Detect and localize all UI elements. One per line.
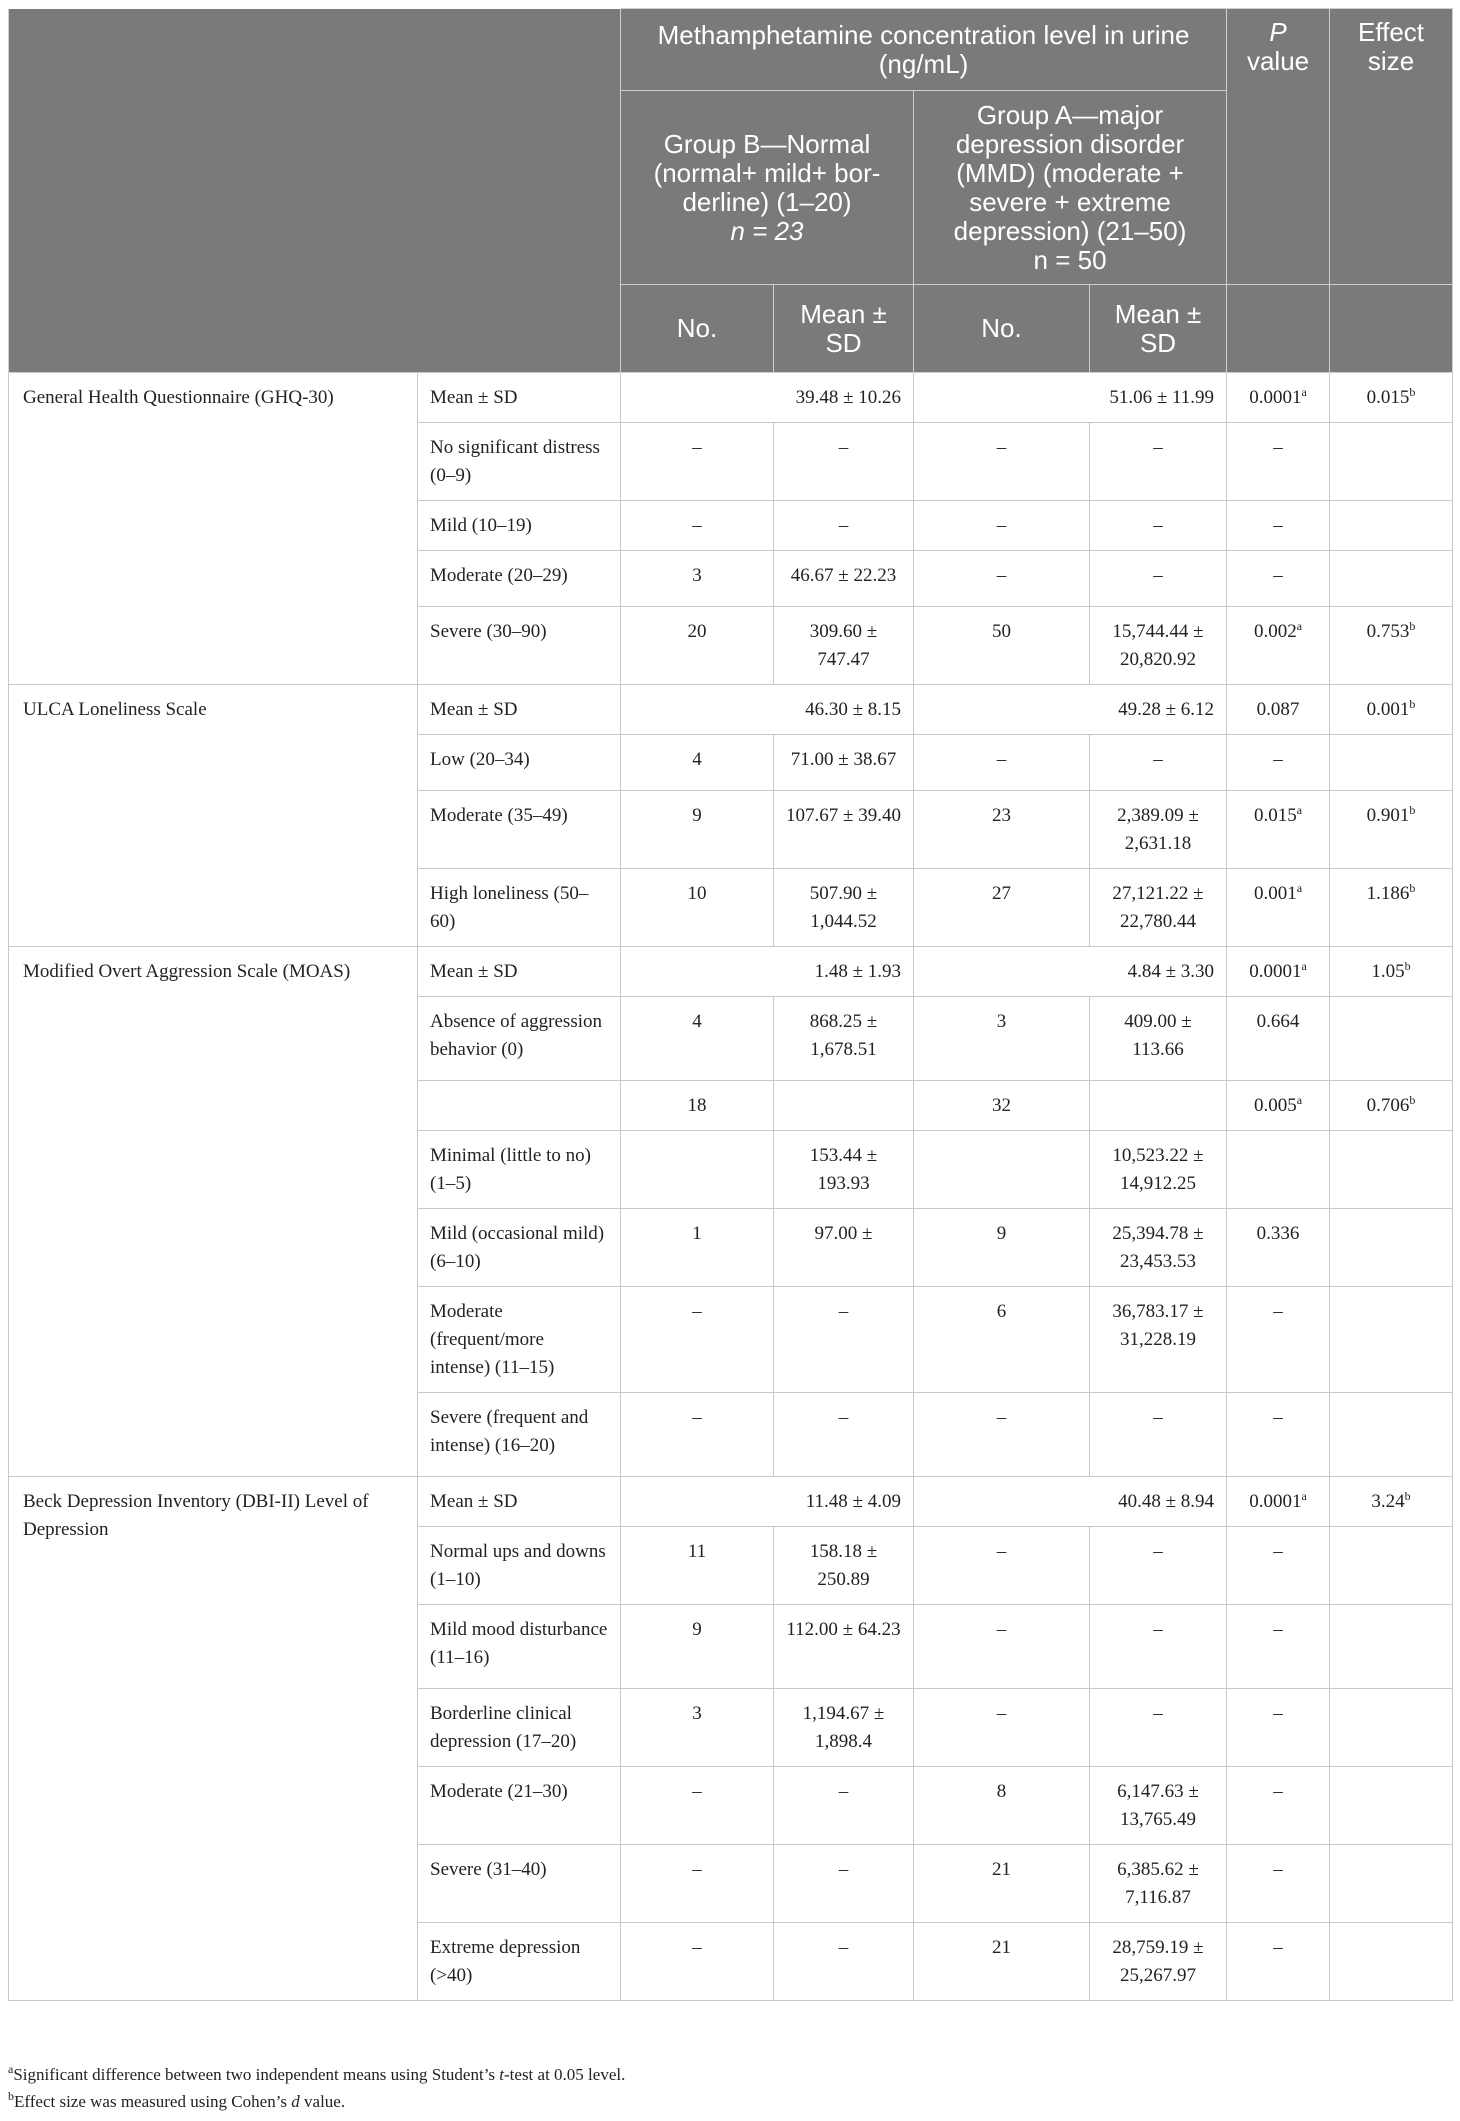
group-a-n: n = 50 xyxy=(1033,244,1107,275)
table-row xyxy=(9,947,1453,997)
row-label: Minimal (little to no) (1–5) xyxy=(418,1131,621,1209)
effect-size xyxy=(1330,423,1453,501)
group-b-count: 10 xyxy=(621,869,774,947)
group-a-value: 6,147.63 ± 13,765.49 xyxy=(1090,1767,1227,1845)
p-superscript: a xyxy=(1301,959,1307,973)
table-row xyxy=(9,1477,1453,1527)
group-b-value: 112.00 ± 64.23 xyxy=(774,1605,914,1689)
effect-superscript: b xyxy=(1409,385,1416,399)
effect-superscript: b xyxy=(1409,619,1416,633)
group-b-count: – xyxy=(621,1845,774,1923)
results-table xyxy=(8,8,1453,2001)
p-value: 0.0001 xyxy=(1249,961,1302,982)
group-a-value: – xyxy=(1090,423,1227,501)
p-value: – xyxy=(1273,1407,1283,1428)
effect-size xyxy=(1330,1393,1453,1477)
group-a-count: – xyxy=(914,423,1090,501)
group-b-value: – xyxy=(774,1767,914,1845)
section-title: General Health Questionnaire (GHQ-30) xyxy=(9,373,418,685)
p-value: – xyxy=(1273,1541,1283,1562)
group-b-count: – xyxy=(621,501,774,551)
group-b-value: 158.18 ± 250.89 xyxy=(774,1527,914,1605)
group-b-value: – xyxy=(774,501,914,551)
group-b-value: 46.67 ± 22.23 xyxy=(774,551,914,607)
header-blank-cell xyxy=(9,9,621,91)
group-b-value: – xyxy=(774,1287,914,1393)
p-value-italic: P xyxy=(1269,17,1287,47)
p-value: 0.087 xyxy=(1256,699,1300,720)
group-b-value: 71.00 ± 38.67 xyxy=(774,735,914,791)
group-a-mean: 4.84 ± 3.30 xyxy=(914,947,1227,997)
group-a-count: 21 xyxy=(914,1923,1090,2001)
table-body xyxy=(9,373,1453,2001)
group-a-count: 23 xyxy=(914,791,1090,869)
effect-superscript: b xyxy=(1409,697,1416,711)
group-b-count: 11 xyxy=(621,1527,774,1605)
effect-size xyxy=(1330,1209,1453,1287)
effect-size xyxy=(1330,1081,1453,1131)
p-value xyxy=(1227,501,1330,551)
p-superscript: a xyxy=(1296,619,1303,633)
group-b-mean-header: Mean ± SD xyxy=(774,285,914,373)
p-value xyxy=(1227,1527,1330,1605)
row-label: Mild mood disturbance (11–16) xyxy=(418,1605,621,1689)
row-label xyxy=(418,1081,621,1131)
p-value xyxy=(1227,1845,1330,1923)
effect-size xyxy=(1330,1845,1453,1923)
section-title: Modified Overt Aggression Scale (MOAS) xyxy=(9,947,418,1477)
footnote xyxy=(8,2061,1452,2088)
group-b-value: 868.25 ± 1,678.51 xyxy=(774,997,914,1081)
p-value: 0.336 xyxy=(1256,1223,1300,1244)
group-a-mean: 40.48 ± 8.94 xyxy=(914,1477,1227,1527)
effect-value: 1.186 xyxy=(1366,883,1410,904)
p-value xyxy=(1227,791,1330,869)
group-b-count: – xyxy=(621,1287,774,1393)
p-value xyxy=(1227,1209,1330,1287)
group-a-count: – xyxy=(914,551,1090,607)
p-value xyxy=(1227,1923,1330,2001)
group-b-mean: 1.48 ± 1.93 xyxy=(621,947,914,997)
group-a-value: – xyxy=(1090,1605,1227,1689)
row-label: Borderline clinical depression (17–20) xyxy=(418,1689,621,1767)
p-value xyxy=(1227,869,1330,947)
group-a-value: 15,744.44 ± 20,820.92 xyxy=(1090,607,1227,685)
effect-size xyxy=(1330,947,1453,997)
group-b-value: 97.00 ± xyxy=(774,1209,914,1287)
group-b-count: 4 xyxy=(621,735,774,791)
p-value-label: value xyxy=(1246,46,1310,76)
group-b-count: 20 xyxy=(621,607,774,685)
p-value: 0.664 xyxy=(1256,1011,1300,1032)
p-value: 0.002 xyxy=(1254,621,1297,642)
group-a-count: – xyxy=(914,735,1090,791)
group-a-value: 36,783.17 ± 31,228.19 xyxy=(1090,1287,1227,1393)
p-value: – xyxy=(1273,1937,1283,1958)
group-a-value xyxy=(1090,1081,1227,1131)
effect-value: 0.015 xyxy=(1366,387,1410,408)
group-a-value: 25,394.78 ± 23,453.53 xyxy=(1090,1209,1227,1287)
group-b-header xyxy=(621,91,914,285)
group-b-n: n = 23 xyxy=(730,215,804,246)
effect-superscript: b xyxy=(1404,959,1411,973)
group-b-value xyxy=(774,1081,914,1131)
footnote-text: Significant difference between two independent means using Student’s xyxy=(13,2065,500,2084)
p-superscript: a xyxy=(1296,803,1303,817)
effect-value: 1.05 xyxy=(1371,961,1405,982)
p-value: 0.005 xyxy=(1254,1095,1297,1116)
row-label: Moderate (20–29) xyxy=(418,551,621,607)
group-a-value: – xyxy=(1090,1689,1227,1767)
footnotes xyxy=(8,2061,1452,2115)
effect-value: 0.706 xyxy=(1366,1095,1410,1116)
p-value xyxy=(1227,1689,1330,1767)
row-label: Low (20–34) xyxy=(418,735,621,791)
footnote-mark: b xyxy=(8,2089,14,2103)
group-a-count: 27 xyxy=(914,869,1090,947)
footnote-italic: d xyxy=(291,2092,300,2111)
group-a-mean: 51.06 ± 11.99 xyxy=(914,373,1227,423)
group-b-count: 1 xyxy=(621,1209,774,1287)
p-value xyxy=(1227,607,1330,685)
group-a-count: 8 xyxy=(914,1767,1090,1845)
footnote-rest: -test at 0.05 level. xyxy=(504,2065,626,2084)
p-superscript: a xyxy=(1296,881,1303,895)
group-a-value: – xyxy=(1090,1527,1227,1605)
effect-size xyxy=(1330,869,1453,947)
group-a-count: 6 xyxy=(914,1287,1090,1393)
group-a-header xyxy=(914,91,1227,285)
p-value: 0.0001 xyxy=(1249,387,1302,408)
p-value: – xyxy=(1273,1301,1283,1322)
p-value: – xyxy=(1273,437,1283,458)
group-b-value: 309.60 ± 747.47 xyxy=(774,607,914,685)
p-value: 0.0001 xyxy=(1249,1491,1302,1512)
p-value xyxy=(1227,947,1330,997)
p-value xyxy=(1227,1605,1330,1689)
effect-superscript: b xyxy=(1409,1093,1416,1107)
group-b-mean: 46.30 ± 8.15 xyxy=(621,685,914,735)
group-b-no-header: No. xyxy=(621,285,774,373)
group-b-value: 507.90 ± 1,044.52 xyxy=(774,869,914,947)
footnote-mark: a xyxy=(8,2062,14,2076)
group-b-count: – xyxy=(621,1393,774,1477)
effect-size xyxy=(1330,1689,1453,1767)
row-label: Mean ± SD xyxy=(418,947,621,997)
group-a-count: 50 xyxy=(914,607,1090,685)
p-value: 0.015 xyxy=(1254,805,1297,826)
group-b-count: 9 xyxy=(621,791,774,869)
table-header xyxy=(9,9,1453,373)
row-label: Mean ± SD xyxy=(418,1477,621,1527)
p-value xyxy=(1227,1767,1330,1845)
effect-size xyxy=(1330,685,1453,735)
row-label: Moderate (35–49) xyxy=(418,791,621,869)
effect-superscript: b xyxy=(1409,803,1416,817)
footnote-text: Effect size was measured using Cohen’s xyxy=(14,2092,292,2111)
p-value xyxy=(1227,373,1330,423)
row-label: Mean ± SD xyxy=(418,685,621,735)
effect-value: 0.001 xyxy=(1366,699,1410,720)
row-label: Severe (frequent and intense) (16–20) xyxy=(418,1393,621,1477)
group-b-title: Group B—Normal (normal+ mild+ bor-derline) (1–20) xyxy=(653,128,881,217)
group-a-count xyxy=(914,1131,1090,1209)
group-a-value: 10,523.22 ± 14,912.25 xyxy=(1090,1131,1227,1209)
group-a-count: 21 xyxy=(914,1845,1090,1923)
row-label: No significant distress (0–9) xyxy=(418,423,621,501)
effect-size xyxy=(1330,1767,1453,1845)
effect-size xyxy=(1330,1527,1453,1605)
group-b-value: 1,194.67 ± 1,898.4 xyxy=(774,1689,914,1767)
header-blank-cell xyxy=(1330,285,1453,373)
p-superscript: a xyxy=(1296,1093,1303,1107)
group-b-count: – xyxy=(621,423,774,501)
group-a-count: 32 xyxy=(914,1081,1090,1131)
group-a-count: – xyxy=(914,1605,1090,1689)
effect-size xyxy=(1330,551,1453,607)
group-b-count: 18 xyxy=(621,1081,774,1131)
p-value: – xyxy=(1273,1703,1283,1724)
effect-value: 3.24 xyxy=(1371,1491,1405,1512)
row-label: Severe (31–40) xyxy=(418,1845,621,1923)
group-a-count: – xyxy=(914,501,1090,551)
effect-size xyxy=(1330,1923,1453,2001)
group-b-count xyxy=(621,1131,774,1209)
p-value: – xyxy=(1273,749,1283,770)
effect-size xyxy=(1330,607,1453,685)
group-a-value: – xyxy=(1090,1393,1227,1477)
row-label: Mean ± SD xyxy=(418,373,621,423)
row-label: Extreme depression (>40) xyxy=(418,1923,621,2001)
effect-superscript: b xyxy=(1409,881,1416,895)
group-a-value: – xyxy=(1090,551,1227,607)
group-a-value: 2,389.09 ± 2,631.18 xyxy=(1090,791,1227,869)
effect-size xyxy=(1330,501,1453,551)
effect-size-header: Effect size xyxy=(1330,9,1453,285)
footnote-rest: value. xyxy=(299,2092,346,2111)
group-a-value: – xyxy=(1090,501,1227,551)
group-b-count: – xyxy=(621,1767,774,1845)
section-title: Beck Depression Inventory (DBI-II) Level of Depression xyxy=(9,1477,418,2001)
group-a-count: – xyxy=(914,1527,1090,1605)
footnote-italic: t xyxy=(499,2065,505,2084)
row-label: Mild (occasional mild) (6–10) xyxy=(418,1209,621,1287)
p-value-header xyxy=(1227,9,1330,285)
p-value: – xyxy=(1273,515,1283,536)
effect-size xyxy=(1330,1605,1453,1689)
table-row xyxy=(9,685,1453,735)
group-b-value: 153.44 ± 193.93 xyxy=(774,1131,914,1209)
group-a-value: – xyxy=(1090,735,1227,791)
group-b-value: – xyxy=(774,1845,914,1923)
concentration-header: Methamphetamine concentration level in urine (ng/mL) xyxy=(621,9,1227,91)
p-value xyxy=(1227,685,1330,735)
effect-size xyxy=(1330,1131,1453,1209)
group-a-no-header: No. xyxy=(914,285,1090,373)
table-row xyxy=(9,373,1453,423)
group-a-count: – xyxy=(914,1689,1090,1767)
p-value xyxy=(1227,997,1330,1081)
p-value xyxy=(1227,1131,1330,1209)
group-a-value: 28,759.19 ± 25,267.97 xyxy=(1090,1923,1227,2001)
group-a-mean-header: Mean ± SD xyxy=(1090,285,1227,373)
row-label: Moderate (frequent/more intense) (11–15) xyxy=(418,1287,621,1393)
group-a-value: 6,385.62 ± 7,116.87 xyxy=(1090,1845,1227,1923)
group-b-count: 9 xyxy=(621,1605,774,1689)
p-value: – xyxy=(1273,1859,1283,1880)
group-a-count: – xyxy=(914,1393,1090,1477)
group-b-count: 3 xyxy=(621,1689,774,1767)
p-value xyxy=(1227,1393,1330,1477)
p-superscript: a xyxy=(1301,1489,1307,1503)
effect-size xyxy=(1330,791,1453,869)
effect-superscript: b xyxy=(1404,1489,1411,1503)
effect-size xyxy=(1330,1477,1453,1527)
row-label: Absence of aggression behavior (0) xyxy=(418,997,621,1081)
p-value xyxy=(1227,551,1330,607)
effect-size xyxy=(1330,997,1453,1081)
p-value: – xyxy=(1273,1619,1283,1640)
effect-value: 0.753 xyxy=(1366,621,1410,642)
group-a-count: 9 xyxy=(914,1209,1090,1287)
group-b-mean: 39.48 ± 10.26 xyxy=(621,373,914,423)
group-b-value: 107.67 ± 39.40 xyxy=(774,791,914,869)
group-a-count: 3 xyxy=(914,997,1090,1081)
footnote xyxy=(8,2088,1452,2115)
row-label: Severe (30–90) xyxy=(418,607,621,685)
row-label: Mild (10–19) xyxy=(418,501,621,551)
group-b-count: 3 xyxy=(621,551,774,607)
header-blank-cell xyxy=(1227,285,1330,373)
p-value: – xyxy=(1273,565,1283,586)
group-b-value: – xyxy=(774,1923,914,2001)
p-value xyxy=(1227,735,1330,791)
effect-value: 0.901 xyxy=(1366,805,1410,826)
group-b-mean: 11.48 ± 4.09 xyxy=(621,1477,914,1527)
group-b-count: 4 xyxy=(621,997,774,1081)
p-value xyxy=(1227,1081,1330,1131)
group-b-count: – xyxy=(621,1923,774,2001)
effect-size xyxy=(1330,1287,1453,1393)
section-title: ULCA Loneliness Scale xyxy=(9,685,418,947)
p-value: – xyxy=(1273,1781,1283,1802)
p-value: 0.001 xyxy=(1254,883,1297,904)
header-blank-cell xyxy=(9,285,621,373)
header-blank-cell xyxy=(9,91,621,285)
p-superscript: a xyxy=(1301,385,1307,399)
row-label: High loneliness (50–60) xyxy=(418,869,621,947)
p-value xyxy=(1227,1287,1330,1393)
row-label: Normal ups and downs (1–10) xyxy=(418,1527,621,1605)
effect-size xyxy=(1330,373,1453,423)
effect-size xyxy=(1330,735,1453,791)
group-a-mean: 49.28 ± 6.12 xyxy=(914,685,1227,735)
p-value xyxy=(1227,1477,1330,1527)
group-a-title: Group A—major depression disorder (MMD) (moderate + severe + extreme depression) (21–50) xyxy=(953,99,1187,246)
group-b-value: – xyxy=(774,1393,914,1477)
row-label: Moderate (21–30) xyxy=(418,1767,621,1845)
p-value xyxy=(1227,423,1330,501)
group-a-value: 27,121.22 ± 22,780.44 xyxy=(1090,869,1227,947)
group-a-value: 409.00 ± 113.66 xyxy=(1090,997,1227,1081)
group-b-value: – xyxy=(774,423,914,501)
